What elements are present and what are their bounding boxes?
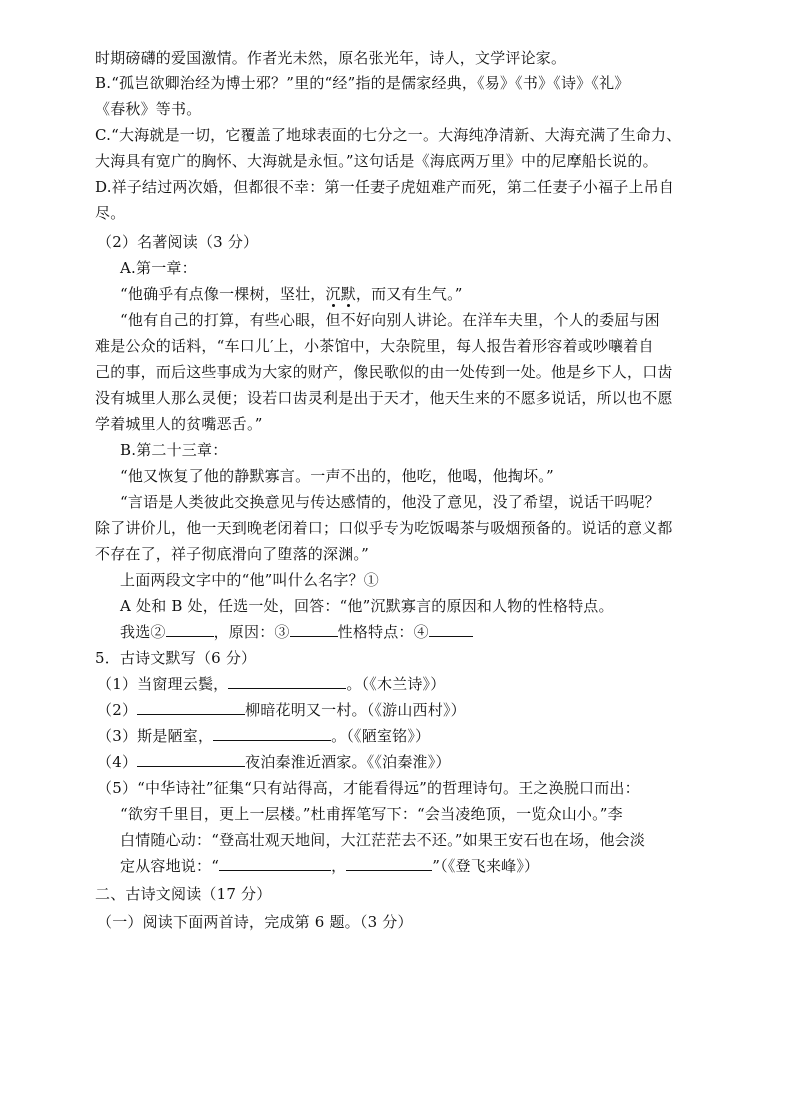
quote-text: “他确乎有点像一棵树，坚壮， <box>120 285 326 303</box>
answer-blank-3[interactable] <box>290 622 338 637</box>
quote-line: 除了讲价儿，他一天到晚老闭着口；口似乎专为吃饭喝茶与吸烟预备的。说话的意义都 <box>95 519 673 537</box>
text-line: 时期磅礴的爱国激情。作者光未然，原名张光年，诗人，文学评论家。 <box>95 49 567 67</box>
poem-blank-1[interactable] <box>228 674 346 689</box>
emphasis-char: 默 <box>340 285 356 303</box>
poem-blank-4[interactable] <box>137 752 245 767</box>
poem-blank-2[interactable] <box>137 700 245 715</box>
poem-line-5-answer <box>120 856 539 876</box>
answer-line <box>120 622 473 642</box>
answer-label: 性格特点：④ <box>337 623 429 641</box>
text-line: 《春秋》等书。 <box>95 100 202 118</box>
question-line: 上面两段文字中的“他”叫什么名字？① <box>120 571 379 589</box>
question-line: A 处和 B 处，任选一处，回答：“他”沉默寡言的原因和人物的性格特点。 <box>120 597 614 615</box>
poem-blank-5a[interactable] <box>219 856 331 871</box>
text-line: 尽。 <box>95 204 126 222</box>
poem-blank-3[interactable] <box>213 726 331 741</box>
poem-text: （1）当窗理云鬓， <box>97 675 229 693</box>
answer-label: ，原因：③ <box>213 623 290 641</box>
poem-line-3 <box>97 726 430 746</box>
answer-label: 我选② <box>120 623 166 641</box>
poem-line-5: （5）“中华诗社”征集“只有站得高，才能看得远”的哲理诗句。王之涣脱口而出： <box>97 779 640 797</box>
poem-source: ”（《登飞来峰》） <box>432 857 540 875</box>
quote-line: “他有自己的打算，有些心眼，但不好向别人讲论。在洋车夫里，个人的委屈与困 <box>120 311 660 329</box>
quote-line: 不存在了，祥子彻底滑向了堕落的深渊。” <box>95 545 369 563</box>
poem-line-1 <box>97 674 445 694</box>
quote-line: “他又恢复了他的静默寡言。一声不出的，他吃，他喝，他掏坏。” <box>120 467 554 485</box>
quote-line: 没有城里人那么灵便；设若口齿灵利是出于天才，他天生来的不愿多说话，所以也不愿 <box>95 389 673 407</box>
poem-text: （4） <box>97 753 138 771</box>
quote-line: 己的事，而后这些事成为大家的财产，像民歌似的由一处传到一处。他是乡下人，口齿 <box>95 363 673 381</box>
poem-text: 定从容地说：“ <box>120 857 220 875</box>
section-a-label: A.第一章： <box>120 259 197 277</box>
section-2-subheading: （一）阅读下面两首诗，完成第 6 题。（3 分） <box>97 913 413 931</box>
poem-source: 。（《陋室铭》） <box>331 727 431 745</box>
poem-line-4 <box>97 752 451 772</box>
option-b-line: B.“孤岂欲卿治经为博士邪？”里的“经”指的是儒家经典，《易》《书》《诗》《礼》 <box>95 74 630 92</box>
answer-blank-4[interactable] <box>429 622 473 637</box>
poem-blank-5b[interactable] <box>346 856 432 871</box>
poem-text: （3）斯是陋室， <box>97 727 214 745</box>
emphasis-char: 沉 <box>325 285 341 303</box>
poem-text: ， <box>331 857 347 875</box>
section-b-label: B.第二十三章： <box>120 441 228 459</box>
poem-source: 。（《木兰诗》） <box>346 675 446 693</box>
subquestion-heading: （2）名著阅读（3 分） <box>97 233 259 251</box>
poem-line-2 <box>97 700 466 720</box>
quote-line: 学着城里人的贫嘴恶舌。” <box>95 415 263 433</box>
quote-line: “言语是人类彼此交换意见与传达感情的，他没了意见，没了希望，说话干吗呢？ <box>120 493 660 511</box>
quote-line: 难是公众的话料，“车口儿′上，小茶馆中，大杂院里，每人报告着形容着或吵嚷着自 <box>95 337 654 355</box>
question-5-heading: 5．古诗文默写（6 分） <box>95 649 257 667</box>
section-2-heading: 二、古诗文阅读（17 分） <box>95 885 272 903</box>
poem-line-5: “欲穷千里目，更上一层楼。”杜甫挥笔写下：“会当凌绝顶，一览众山小。”李 <box>120 805 623 823</box>
answer-blank-2[interactable] <box>166 622 214 637</box>
poem-line-5: 白情随心动：“登高壮观天地间，大江茫茫去不还。”如果王安石也在场，他会淡 <box>120 831 646 849</box>
text-line: 大海具有宽广的胸怀、大海就是永恒。”这句话是《海底两万里》中的尼摩船长说的。 <box>95 152 658 170</box>
option-c-line: C.“大海就是一切，它覆盖了地球表面的七分之一。大海纯净清新、大海充满了生命力、 <box>95 126 682 144</box>
poem-source: 柳暗花明又一村。（《游山西村》） <box>245 701 466 719</box>
quote-text: ，而又有生气。” <box>355 285 463 303</box>
poem-text: （2） <box>97 701 138 719</box>
quote-line <box>120 284 463 304</box>
option-d-line: D.祥子结过两次婚，但都很不幸：第一任妻子虎妞难产而死，第二任妻子小福子上吊自 <box>95 178 675 196</box>
poem-source: 夜泊秦淮近酒家。《《泊秦淮》） <box>245 753 451 771</box>
